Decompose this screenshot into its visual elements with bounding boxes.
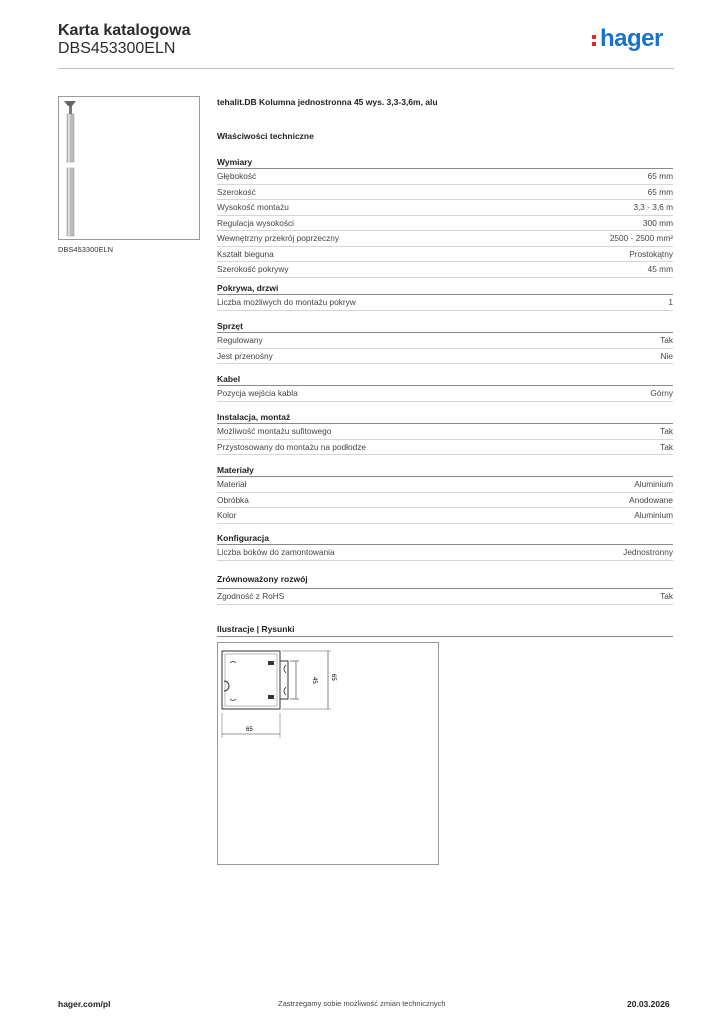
dim-cover-label: 45	[311, 677, 317, 684]
spec-row	[217, 185, 673, 201]
spec-key: Kolor	[217, 510, 237, 520]
section-cover	[217, 282, 673, 311]
spec-row	[217, 349, 673, 365]
spec-row	[217, 508, 673, 524]
spec-value: Tak	[660, 335, 673, 345]
spec-row	[217, 262, 673, 278]
logo-dot-icon	[592, 42, 596, 46]
spec-value: 45 mm	[647, 264, 673, 274]
spec-key: Głębokość	[217, 171, 257, 181]
product-title: tehalit.DB Kolumna jednostronna 45 wys. 3,3-3,6m, alu	[217, 97, 438, 107]
section-installation	[217, 411, 673, 455]
spec-key: Możliwość montażu sufitowego	[217, 426, 332, 436]
spec-value: 3,3 - 3,6 m	[633, 202, 673, 212]
hager-logo[interactable]	[592, 25, 676, 56]
spec-value: Tak	[660, 591, 673, 601]
spec-key: Liczba boków do zamontowania	[217, 547, 335, 557]
spec-key: Liczba możliwych do montażu pokryw	[217, 297, 356, 307]
spec-value: 65 mm	[647, 186, 673, 197]
technical-heading: Właściwości techniczne	[217, 131, 314, 141]
section-title: Kabel	[217, 373, 673, 386]
spec-row	[217, 589, 673, 605]
spec-row	[217, 169, 673, 185]
dim-height-label: 65	[330, 674, 336, 681]
spec-key: Materiał	[217, 479, 247, 489]
illustrations-title: Ilustracje | Rysunki	[217, 624, 295, 634]
section-cable	[217, 373, 673, 402]
spec-row	[217, 216, 673, 232]
spec-row	[217, 440, 673, 456]
spec-key: Przystosowany do montażu na podłodze	[217, 441, 366, 452]
header-divider	[58, 68, 674, 69]
spec-value: Górny	[650, 388, 673, 398]
spec-value: Jednostronny	[623, 547, 673, 557]
section-hardware	[217, 320, 673, 364]
spec-row	[217, 231, 673, 247]
spec-row	[217, 333, 673, 349]
section-title: Materiały	[217, 464, 673, 477]
column-product-icon	[59, 97, 199, 239]
section-title: Instalacja, montaż	[217, 411, 673, 424]
spec-row	[217, 424, 673, 440]
spec-row	[217, 247, 673, 263]
spec-value: Tak	[660, 441, 673, 452]
spec-key: Szerokość	[217, 186, 256, 197]
spec-row	[217, 477, 673, 493]
spec-key: Regulacja wysokości	[217, 217, 295, 228]
spec-value: Nie	[660, 350, 673, 361]
spec-value: Anodowane	[629, 494, 673, 505]
footer-website-link[interactable]: hager.com/pl	[58, 999, 111, 1009]
spec-key: Jest przenośny	[217, 350, 273, 361]
spec-row	[217, 386, 673, 402]
spec-row	[217, 200, 673, 216]
section-sustainability	[217, 573, 673, 605]
footer-date: 20.03.2026	[627, 999, 670, 1009]
illustrations-divider	[217, 636, 673, 637]
spec-row	[217, 545, 673, 561]
spec-key: Zgodność z RoHS	[217, 591, 285, 601]
spec-row	[217, 493, 673, 509]
section-configuration	[217, 532, 673, 561]
spec-value: 65 mm	[647, 171, 673, 181]
cross-section-drawing	[218, 643, 438, 864]
section-title: Sprzęt	[217, 320, 673, 333]
spec-value: 1	[668, 297, 673, 307]
spec-key: Szerokość pokrywy	[217, 264, 289, 274]
footer-note: Zastrzegamy sobie możliwość zmian technicznych	[278, 999, 446, 1008]
spec-key: Obróbka	[217, 494, 249, 505]
spec-value: Tak	[660, 426, 673, 436]
spec-key: Regulowany	[217, 335, 263, 345]
section-dimensions	[217, 156, 673, 278]
spec-key: Pozycja wejścia kabla	[217, 388, 298, 398]
spec-key: Wysokość montażu	[217, 202, 289, 212]
section-title: Pokrywa, drzwi	[217, 282, 673, 295]
spec-value: Prostokątny	[629, 248, 673, 259]
logo-dot-icon	[592, 35, 596, 39]
section-title: Zrównoważony rozwój	[217, 573, 673, 589]
technical-drawing	[217, 642, 439, 865]
section-title: Konfiguracja	[217, 532, 673, 545]
dim-width-label: 65	[246, 727, 253, 733]
spec-key: Kształt bieguna	[217, 248, 274, 259]
spec-row	[217, 295, 673, 311]
spec-value: Aluminium	[634, 510, 673, 520]
spec-value: 2500 - 2500 mm²	[609, 233, 673, 243]
logo-text: hager	[600, 25, 663, 52]
spec-value: 300 mm	[643, 217, 673, 228]
product-image-label: DBS453300ELN	[58, 245, 114, 254]
spec-key: Wewnętrzny przekrój poprzeczny	[217, 233, 340, 243]
spec-value: Aluminium	[634, 479, 673, 489]
document-title: Karta katalogowa	[58, 22, 191, 39]
section-title: Wymiary	[217, 156, 673, 169]
product-code: DBS453300ELN	[58, 40, 176, 57]
product-image	[58, 96, 200, 240]
section-materials	[217, 464, 673, 524]
